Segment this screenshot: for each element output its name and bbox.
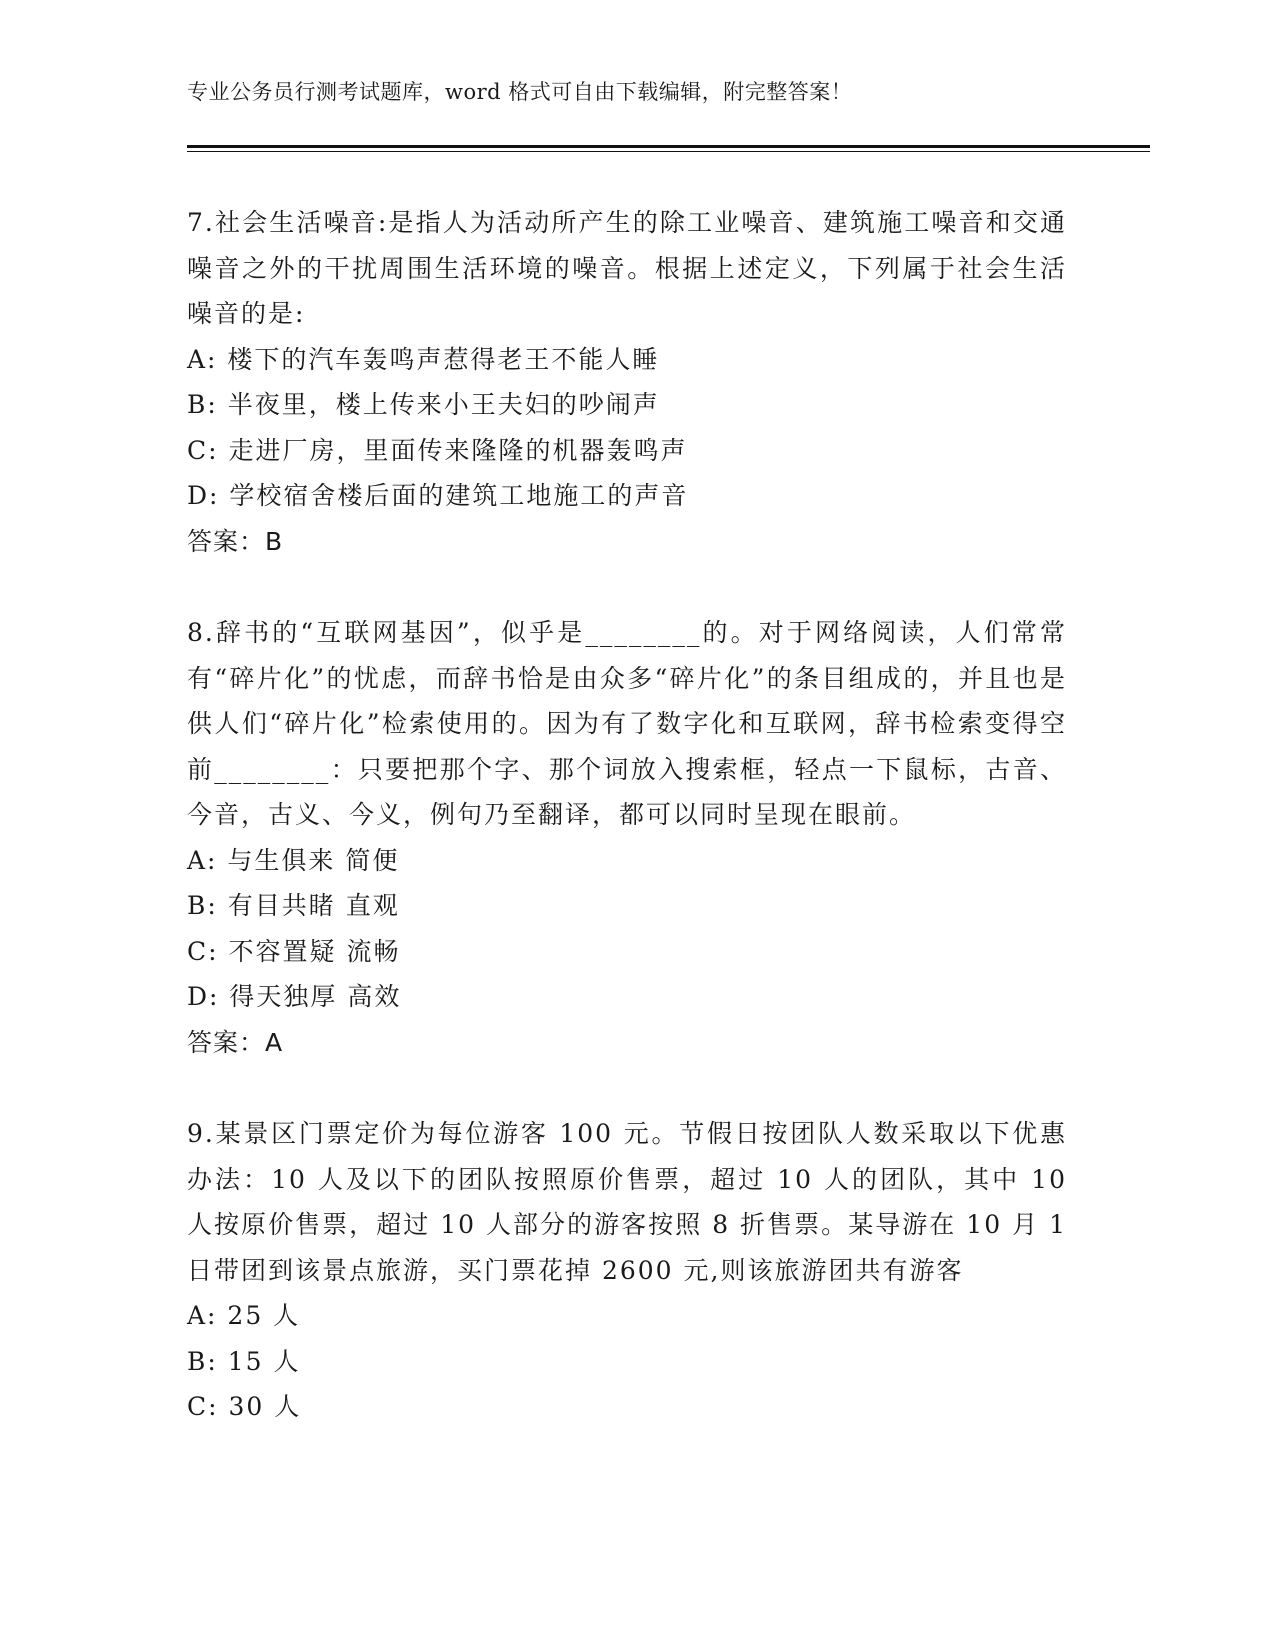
question-stem: 8.辞书的“互联网基因”，似乎是________的。对于网络阅读，人们常常有“碎片化”的忧虑，而辞书恰是由众多“碎片化”的条目组成的，并且也是供人们“碎片化”检索使用的。因为有了数字化和互联网，辞书检索变得空前________：只要把那个字、那个词放入搜索框，轻点一下鼠标，古音、今音，古义、今义，例句乃至翻译，都可以同时呈现在眼前。 (187, 618, 1067, 829)
question-stem: 9.某景区门票定价为每位游客 100 元。节假日按团队人数采取以下优惠办法：10 人及以下的团队按照原价售票，超过 10 人的团队，其中 10 人按原价售票，超过 10 人部分的游客按照 8 折售票。某导游在 10 月 1 日带团到该景点旅游，买门票花掉 2600 元,则该旅游团共有游客 (187, 1119, 1067, 1285)
option-b: B: 半夜里，楼上传来小王夫妇的吵闹声 (187, 390, 660, 419)
option-b: B: 15 人 (187, 1346, 301, 1376)
question-stem: 7.社会生活噪音:是指人为活动所产生的除工业噪音、建筑施工噪音和交通噪音之外的干扰周围生活环境的噪音。根据上述定义，下列属于社会生活噪音的是: (187, 208, 1067, 328)
option-a: A: 楼下的汽车轰鸣声惹得老王不能人睡 (187, 344, 660, 374)
option-c: C: 30 人 (187, 1392, 302, 1421)
answer-label: 答案：B (187, 526, 284, 556)
option-b: B: 有目共睹 直观 (187, 891, 400, 920)
option-a: A: 25 人 (187, 1301, 301, 1330)
answer-label: 答案：A (187, 1027, 284, 1057)
question-9 (187, 1111, 1067, 1430)
option-d: D: 得天独厚 高效 (187, 982, 402, 1011)
option-d: D: 学校宿舍楼后面的建筑工地施工的声音 (187, 481, 689, 510)
option-a: A: 与生俱来 简便 (187, 845, 400, 875)
header-rule-thin (187, 151, 1150, 152)
question-8 (187, 610, 1067, 1065)
question-spacer (187, 1065, 1067, 1111)
header-rule (187, 145, 1150, 148)
option-c: C: 走进厂房，里面传来隆隆的机器轰鸣声 (187, 435, 688, 465)
question-7 (187, 200, 1067, 564)
question-spacer (187, 564, 1067, 610)
question-list (187, 200, 1067, 1430)
page-header-text: 专业公务员行测考试题库，word 格式可自由下载编辑，附完整答案！ (187, 80, 853, 104)
option-c: C: 不容置疑 流畅 (187, 936, 401, 966)
